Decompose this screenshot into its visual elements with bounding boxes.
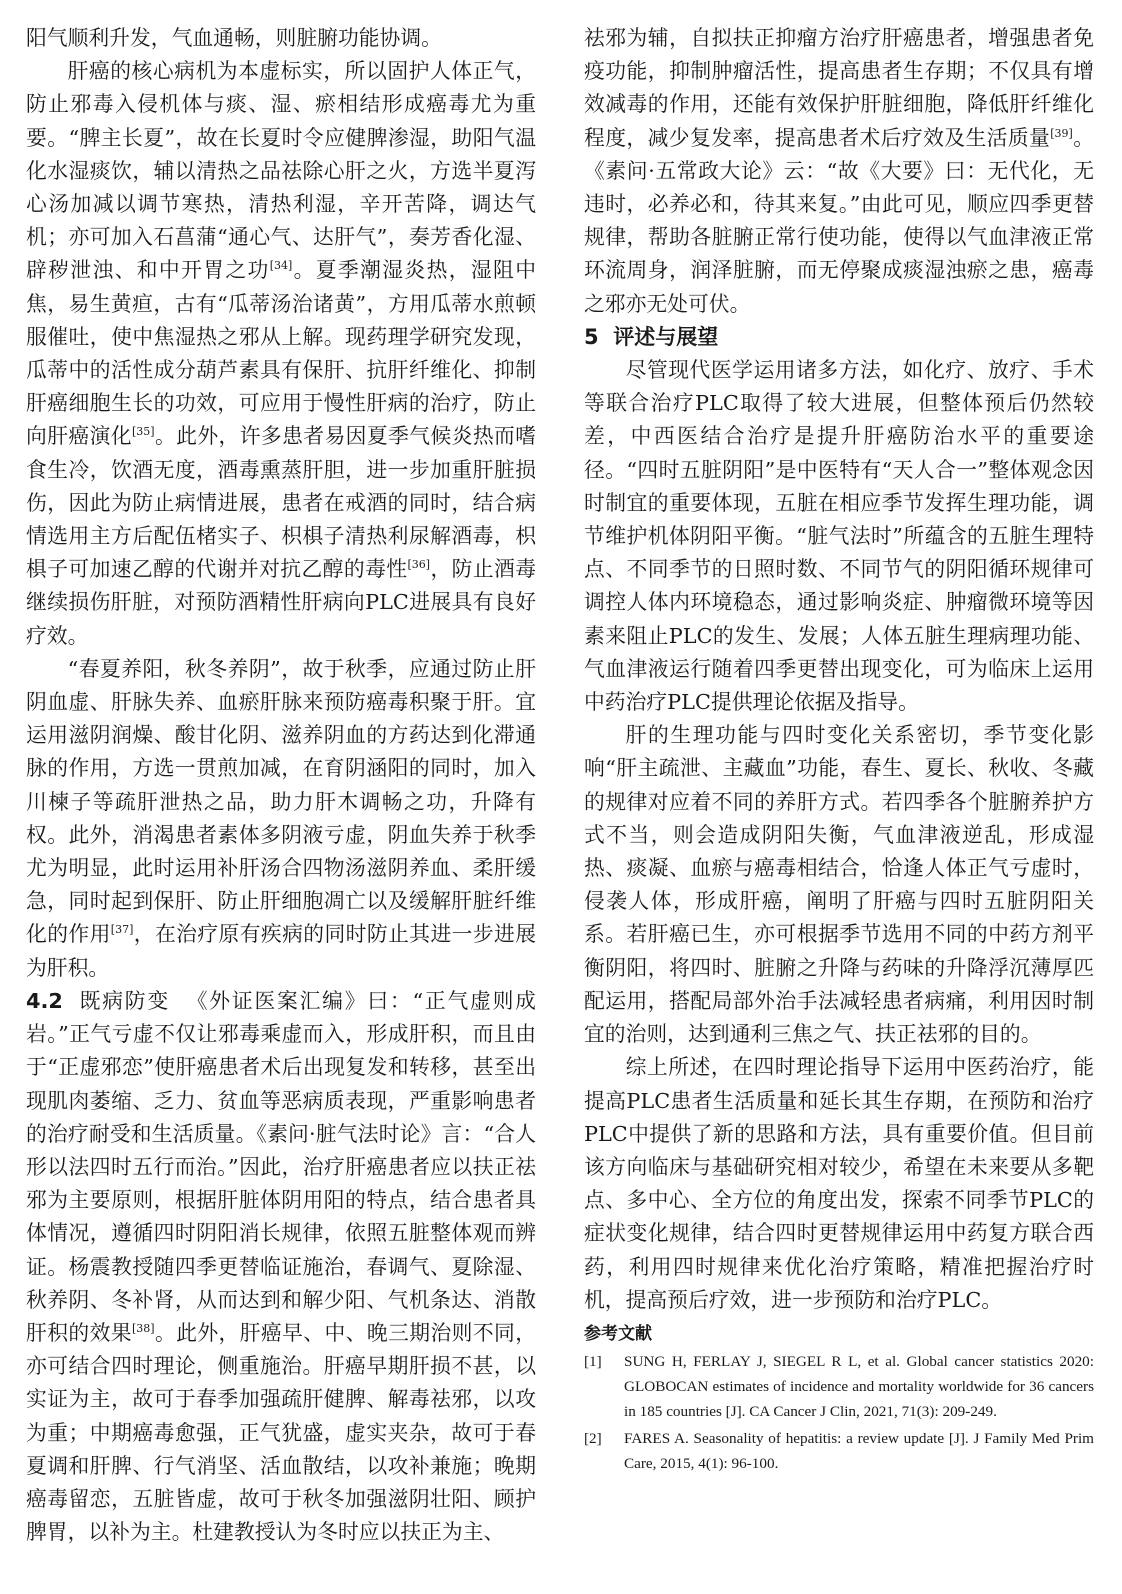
text-run: ，防止酒毒继续损伤肝脏，对预防酒精性肝病向PLC进展具有良好疗效。 [26,557,537,648]
right-column [584,22,1094,1478]
reference-text: FARES A. Seasonality of hepatitis: a review update [J]. J Family Med Prim Care, 2015, 4(1): 96-100. [624,1429,1094,1472]
text-run: 。此外，许多患者易因夏季气候炎热而嗜食生冷，饮酒无度，酒毒熏蒸肝胆，进一步加重肝脏损伤，因此为防止病情进展，患者在戒酒的同时，结合病情选用主方后配伍楮实子、枳椇子清热利尿解酒毒，枳椇子可加速乙醇的代谢并对抗乙醇的毒性 [26,424,537,582]
text-run: 。此外，肝癌早、中、晚三期治则不同，亦可结合四时理论，侧重施治。肝癌早期肝损不甚，以实证为主，故可于春季加强疏肝健脾、解毒祛邪，以攻为重；中期癌毒愈强，正气犹盛，虚实夹杂，故可于春夏调和肝脾、行气消坚、活血散结，以攻补兼施；晚期癌毒留恋，五脏皆虚，故可于秋冬加强滋阴壮阳、顾护脾胃，以补为主。杜建教授认为冬时应以扶正为主、 [26,1320,537,1545]
text-run: 。夏季潮湿炎热，湿阻中焦，易生黄疸，古有“瓜蒂汤治诸黄”，方用瓜蒂水煎顿服催吐，使中焦湿热之邪从上解。现药理学研究发现，瓜蒂中的活性成分葫芦素具有保肝、抗肝纤维化、抑制肝癌细胞生长的功效，可应用于慢性肝病的治疗，防止向肝癌演化 [26,258,536,449]
reference-text: SUNG H, FERLAY J, SIEGEL R L, et al. Global cancer statistics 2020: GLOBOCAN estimates of incidence and mortality worldwide for 36 cancers in 185 countries [J]. CA Cancer J Clin, 2021, 71(3): 209-249. [624,1352,1094,1420]
section-title: 评述与展望 [613,324,719,349]
text-run: 祛邪为辅，自拟扶正抑瘤方治疗肝癌患者，增强患者免疫功能，抑制肿瘤活性，提高患者生存期；不仅具有增效减毒的作用，还能有效保护肝脏细胞，降低肝纤维化程度，减少复发率，提高患者术后疗效及生活质量 [584,26,1094,150]
reference-number: [2] [584,1429,602,1447]
citation: [37] [110,923,134,937]
citation: [36] [407,558,431,572]
citation: [39] [1050,126,1073,140]
paragraph: 肝的生理功能与四时变化关系密切，季节变化影响“肝主疏泄、主藏血”功能，春生、夏长、秋收、冬藏的规律对应着不同的养肝方式。若四季各个脏腑养护方式不当，则会造成阴阳失衡，气血津液逆乱，形成湿热、痰凝、血瘀与癌毒相结合，恰逢人体正气亏虚时，侵袭人体，形成肝癌，阐明了肝癌与四时五脏阴阳关系。若肝癌已生，亦可根据季节选用不同的中药方剂平衡阴阳，将四时、脏腑之升降与药味的升降浮沉薄厚匹配运用，搭配局部外治手法减轻患者病痛，利用因时制宜的治则，达到通利三焦之气、扶正祛邪的目的。 [584,723,1094,1047]
subsection-title: 既病防变 [79,988,170,1013]
paragraph: 阳气顺利升发，气血通畅，则脏腑功能协调。 [26,26,442,50]
paragraph [26,55,536,653]
paragraph: 综上所述，在四时理论指导下运用中医药治疗，能提高PLC患者生活质量和延长其生存期，在预防和治疗PLC中提供了新的思路和方法，具有重要价值。但目前该方向临床与基础研究相对较少，希望在未来要从多靶点、多中心、全方位的角度出发，探索不同季节PLC的症状变化规律，结合四时更替规律运用中药复方联合西药，利用四时规律来优化治疗策略，精准把握治疗时机，提高预后疗效，进一步预防和治疗PLC。 [584,1055,1094,1312]
subsection-paragraph [26,985,536,1549]
citation: [38] [131,1322,155,1335]
text-run: 肝癌的核心病机为本虚标实，所以固护人体正气，防止邪毒入侵机体与痰、湿、瘀相结形成癌毒尤为重要。“脾主长夏”，故在长夏时令应健脾渗湿，助阳气温化水湿痰饮，辅以清热之品祛除心肝之火，方选半夏泻心汤加减以调节寒热，清热利湿，辛开苦降，调达气机；亦可加入石菖蒲“通心气、达肝气”，奏芳香化湿、辟秽泄浊、和中开胃之功 [26,59,536,283]
references-list [584,1349,1094,1476]
text-run: 《外证医案汇编》曰：“正气虚则成岩。”正气亏虚不仅让邪毒乘虚而入，形成肝积，而且由于“正虚邪恋”使肝癌患者术后出现复发和转移，甚至出现肌肉萎缩、乏力、贫血等恶病质表现，严重影响患者的治疗耐受和生活质量。《素问·脏气法时论》言：“合人形以法四时五行而治。”因此，治疗肝癌患者应以扶正祛邪为主要原则，根据肝脏体阴用阳的特点，结合患者具体情况，遵循四时阴阳消长规律，依照五脏整体观而辨证。杨震教授随四季更替临证施治，春调气、夏除湿、秋养阴、冬补肾，从而达到和解少阳、气机条达、消散肝积的效果 [26,988,536,1345]
references-title: 参考文献 [584,1323,652,1344]
text-run: 。《素问·五常政大论》云：“故《大要》曰：无代化，无违时，必养必和，待其来复。”由此可见，顺应四季更替规律，帮助各脏腑正常行使功能，使得以气血津液正常环流周身，润泽脏腑，而无停聚成痰湿浊瘀之患，癌毒之邪亦无处可伏。 [584,125,1095,316]
reference-number: [1] [584,1352,602,1370]
citation: [34] [269,259,293,273]
reference-item [584,1426,1094,1476]
text-run: “春夏养阳，秋冬养阴”，故于秋季，应通过防止肝阴血虚、肝脉失养、血瘀肝脉来预防癌毒积聚于肝。宜运用滋阴润燥、酸甘化阴、滋养阴血的方药达到化滞通脉的作用，方选一贯煎加减，在育阴涵阳的同时，加入川楝子等疏肝泄热之品，助力肝木调畅之功，升降有权。此外，消渴患者素体多阴液亏虚，阴血失养于秋季尤为明显，此时运用补肝汤合四物汤滋阴养血、柔肝缓急，同时起到保肝、防止肝细胞凋亡以及缓解肝脏纤维化的作用 [26,656,536,947]
paragraph: 尽管现代医学运用诸多方法，如化疗、放疗、手术等联合治疗PLC取得了较大进展，但整体预后仍然较差，中西医结合治疗是提升肝癌防治水平的重要途径。“四时五脏阴阳”是中医特有“天人合一”整体观念因时制宜的重要体现，五脏在相应季节发挥生理功能，调节维护机体阴阳平衡。“脏气法时”所蕴含的五脏生理特点、不同季节的日照时数、不同节气的阴阳循环规律可调控人体内环境稳态，通过影响炎症、肿瘤微环境等因素来阻止PLC的发生、发展；人体五脏生理病理功能、气血津液运行随着四季更替出现变化，可为临床上运用中药治疗PLC提供理论依据及指导。 [584,358,1094,715]
reference-item [584,1349,1094,1424]
subsection-number: 4.2 [26,988,63,1013]
section-number: 5 [584,324,599,349]
paragraph [26,653,536,985]
section-heading [584,321,1094,354]
paragraph [584,22,1094,321]
left-column [26,22,536,1549]
text-run: ，在治疗原有疾病的同时防止其进一步进展为肝积。 [26,922,537,980]
citation: [35] [131,425,155,439]
